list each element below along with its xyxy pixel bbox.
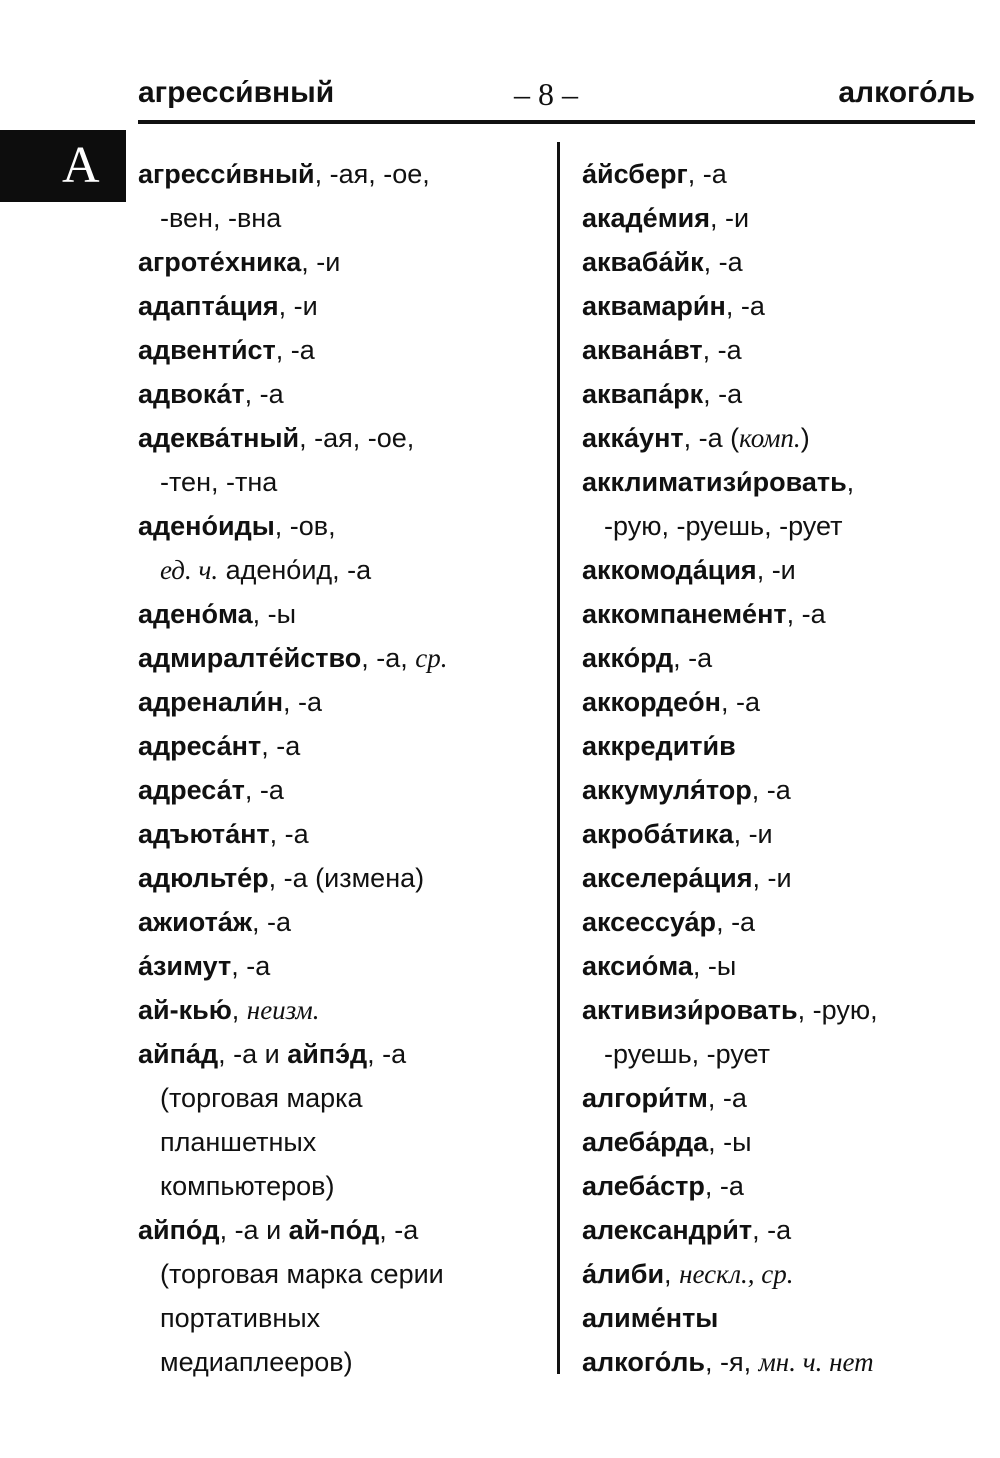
entry-text: , -а — [275, 335, 315, 365]
entry-text: , -а — [704, 1171, 744, 1201]
dictionary-line — [582, 1164, 878, 1208]
dictionary-line — [138, 680, 447, 724]
dictionary-line — [582, 592, 878, 636]
dictionary-line — [582, 284, 878, 328]
dictionary-line — [582, 372, 878, 416]
entry-text: , -ы — [708, 1127, 752, 1157]
headword: аквамари́н — [582, 291, 726, 321]
entry-text: , -ы — [252, 599, 297, 629]
page-number: – 8 – — [514, 76, 578, 112]
headword: айпэ́д — [287, 1039, 368, 1069]
headword: адено́ма — [138, 599, 253, 629]
entry-text: медиаплееров) — [160, 1347, 353, 1377]
headword: агроте́хника — [138, 247, 302, 277]
entry-text: , -я, — [704, 1347, 759, 1377]
headword: адмиралте́йство — [138, 643, 362, 673]
column-divider — [557, 142, 560, 1374]
entry-text: , -а — [720, 687, 760, 717]
entry-text: , -и — [752, 863, 792, 893]
headword: аккомода́ция — [582, 555, 757, 585]
headword: адвока́т — [138, 379, 245, 409]
headword: адапта́ция — [138, 291, 279, 321]
dictionary-line — [138, 416, 447, 460]
dictionary-line — [138, 460, 447, 504]
entry-text: -тен, -тна — [160, 467, 278, 497]
dictionary-line — [138, 724, 447, 768]
headword: аккордео́н — [582, 687, 721, 717]
dictionary-line — [138, 812, 447, 856]
grammar-note: нескл., ср. — [679, 1259, 794, 1289]
dictionary-line — [582, 1120, 878, 1164]
dictionary-line — [138, 944, 447, 988]
headword: адюльте́р — [138, 863, 269, 893]
headword: адъюта́нт — [138, 819, 270, 849]
dictionary-line — [138, 1252, 447, 1296]
dictionary-line — [582, 328, 878, 372]
headword: ажиота́ж — [138, 907, 252, 937]
entry-text: , -а — [716, 907, 756, 937]
dictionary-line — [582, 1252, 878, 1296]
dictionary-line — [582, 636, 878, 680]
entry-text: , -рую, — [797, 995, 878, 1025]
entry-text: , -а — [269, 819, 309, 849]
headword: адеква́тный — [138, 423, 300, 453]
left-column — [138, 152, 447, 1384]
entry-text: , -а — [244, 775, 284, 805]
headword: аксио́ма — [582, 951, 693, 981]
headword: аккомпанеме́нт — [582, 599, 787, 629]
entry-text: , -и — [733, 819, 773, 849]
dictionary-line — [138, 1340, 447, 1384]
headword: а́йсберг — [582, 159, 688, 189]
entry-text: , — [846, 467, 855, 497]
headword: аксессуа́р — [582, 907, 717, 937]
headword: айпа́д — [138, 1039, 219, 1069]
dictionary-line — [582, 680, 878, 724]
headword: акка́унт — [582, 423, 684, 453]
entry-text: , -а ( — [683, 423, 740, 453]
headword: айпо́д — [138, 1215, 220, 1245]
dictionary-line — [138, 768, 447, 812]
entry-text: , -и — [710, 203, 750, 233]
dictionary-line — [138, 592, 447, 636]
dictionary-line — [582, 900, 878, 944]
dictionary-line — [582, 504, 878, 548]
entry-text: , -и — [278, 291, 318, 321]
entry-text: , -а — [703, 247, 743, 277]
dictionary-line — [138, 328, 447, 372]
dictionary-line — [138, 240, 447, 284]
dictionary-line — [582, 856, 878, 900]
headword: ай-кью́ — [138, 995, 232, 1025]
dictionary-line — [582, 1032, 878, 1076]
dictionary-line — [582, 196, 878, 240]
letter-tab — [0, 130, 126, 202]
dictionary-line — [138, 284, 447, 328]
headword: а́зимут — [138, 951, 232, 981]
headword: акроба́тика — [582, 819, 734, 849]
entry-text: , -а — [751, 775, 791, 805]
dictionary-line — [138, 636, 447, 680]
headword: аквапа́рк — [582, 379, 704, 409]
entry-text: , -а — [283, 687, 323, 717]
entry-text: , -а — [244, 379, 284, 409]
entry-text: , — [664, 1259, 680, 1289]
headword: акаде́мия — [582, 203, 711, 233]
dictionary-line — [138, 1076, 447, 1120]
headword: аккумуля́тор — [582, 775, 752, 805]
headword: активизи́ровать — [582, 995, 798, 1025]
grammar-note: мн. ч. нет — [758, 1347, 874, 1377]
dictionary-line — [582, 152, 878, 196]
dictionary-line — [582, 548, 878, 592]
headword: акселера́ция — [582, 863, 753, 893]
dictionary-line — [582, 988, 878, 1032]
dictionary-line — [582, 812, 878, 856]
dictionary-line — [582, 240, 878, 284]
grammar-note: комп. — [739, 423, 801, 453]
dictionary-line — [582, 1076, 878, 1120]
entry-text: , -а — [725, 291, 765, 321]
headword: алеба́стр — [582, 1171, 705, 1201]
entry-text: -руешь, -рует — [604, 1039, 771, 1069]
entry-text: , -а — [673, 643, 713, 673]
headword: адренали́н — [138, 687, 284, 717]
entry-text: , -и — [301, 247, 341, 277]
entry-text: планшетных — [160, 1127, 317, 1157]
entry-text: адено́ид, -а — [218, 555, 372, 585]
header-rule — [138, 120, 975, 124]
right-column — [582, 152, 878, 1384]
entry-text: -вен, -вна — [160, 203, 282, 233]
headword: агресси́вный — [138, 159, 315, 189]
headword: адвенти́ст — [138, 335, 276, 365]
entry-text: , -а — [379, 1215, 419, 1245]
headword: алиме́нты — [582, 1303, 719, 1333]
entry-text: (торговая марка — [160, 1083, 363, 1113]
page-header — [138, 76, 975, 120]
entry-text: , -а — [367, 1039, 407, 1069]
dictionary-line — [582, 1340, 878, 1384]
dictionary-line — [582, 768, 878, 812]
header-right-headword: алкого́ль — [838, 76, 975, 109]
entry-text: , -а — [231, 951, 271, 981]
dictionary-line — [138, 504, 447, 548]
entry-text: , -ов, — [274, 511, 336, 541]
entry-text: , -и — [756, 555, 796, 585]
entry-text: , -а — [702, 335, 742, 365]
dictionary-line — [582, 1296, 878, 1340]
entry-text: , — [231, 995, 247, 1025]
dictionary-line — [138, 1296, 447, 1340]
entry-text: (торговая марка серии — [160, 1259, 444, 1289]
headword: алгори́тм — [582, 1083, 708, 1113]
letter-tab-label: А — [62, 137, 100, 194]
grammar-note: ед. ч. — [160, 555, 219, 585]
entry-text: , -а — [687, 159, 727, 189]
dictionary-line — [582, 1208, 878, 1252]
headword: алеба́рда — [582, 1127, 709, 1157]
entry-text: , -а (измена) — [268, 863, 425, 893]
dictionary-line — [138, 372, 447, 416]
headword: а́либи — [582, 1259, 665, 1289]
grammar-note: неизм. — [246, 995, 320, 1025]
entry-text: компьютеров) — [160, 1171, 335, 1201]
dictionary-line — [582, 460, 878, 504]
entry-text: , -а — [707, 1083, 747, 1113]
dictionary-line — [138, 1208, 447, 1252]
headword: александри́т — [582, 1215, 753, 1245]
headword: адреса́т — [138, 775, 245, 805]
entry-text: , -а и — [219, 1215, 289, 1245]
entry-text: , -ая, -ое, — [299, 423, 415, 453]
dictionary-line — [138, 1164, 447, 1208]
headword: алкого́ль — [582, 1347, 705, 1377]
entry-text: портативных — [160, 1303, 321, 1333]
dictionary-line — [138, 152, 447, 196]
entry-text: -рую, -руешь, -рует — [604, 511, 843, 541]
headword: ай-по́д — [288, 1215, 380, 1245]
entry-text: , -ая, -ое, — [314, 159, 430, 189]
dictionary-line — [138, 988, 447, 1032]
dictionary-line — [138, 856, 447, 900]
entry-text: , -а — [251, 907, 291, 937]
header-left-headword: агресси́вный — [138, 76, 335, 109]
entry-text: , -а — [752, 1215, 792, 1245]
headword: акклиматизи́ровать — [582, 467, 847, 497]
entry-text: , -а — [703, 379, 743, 409]
dictionary-line — [582, 724, 878, 768]
dictionary-line — [582, 416, 878, 460]
headword: адреса́нт — [138, 731, 262, 761]
entry-text: , -а — [786, 599, 826, 629]
headword: адено́иды — [138, 511, 275, 541]
headword: акваба́йк — [582, 247, 704, 277]
headword: аквана́вт — [582, 335, 703, 365]
dictionary-line — [138, 1120, 447, 1164]
entry-text: , -а и — [218, 1039, 288, 1069]
dictionary-line — [138, 900, 447, 944]
headword: аккредити́в — [582, 731, 736, 761]
headword: акко́рд — [582, 643, 674, 673]
dictionary-line — [582, 944, 878, 988]
grammar-note: ср. — [415, 643, 448, 673]
dictionary-line — [138, 196, 447, 240]
entry-text: , -а, — [361, 643, 416, 673]
entry-text: , -ы — [692, 951, 737, 981]
entry-text: ) — [800, 423, 810, 453]
entry-text: , -а — [261, 731, 301, 761]
dictionary-line — [138, 548, 447, 592]
dictionary-line — [138, 1032, 447, 1076]
